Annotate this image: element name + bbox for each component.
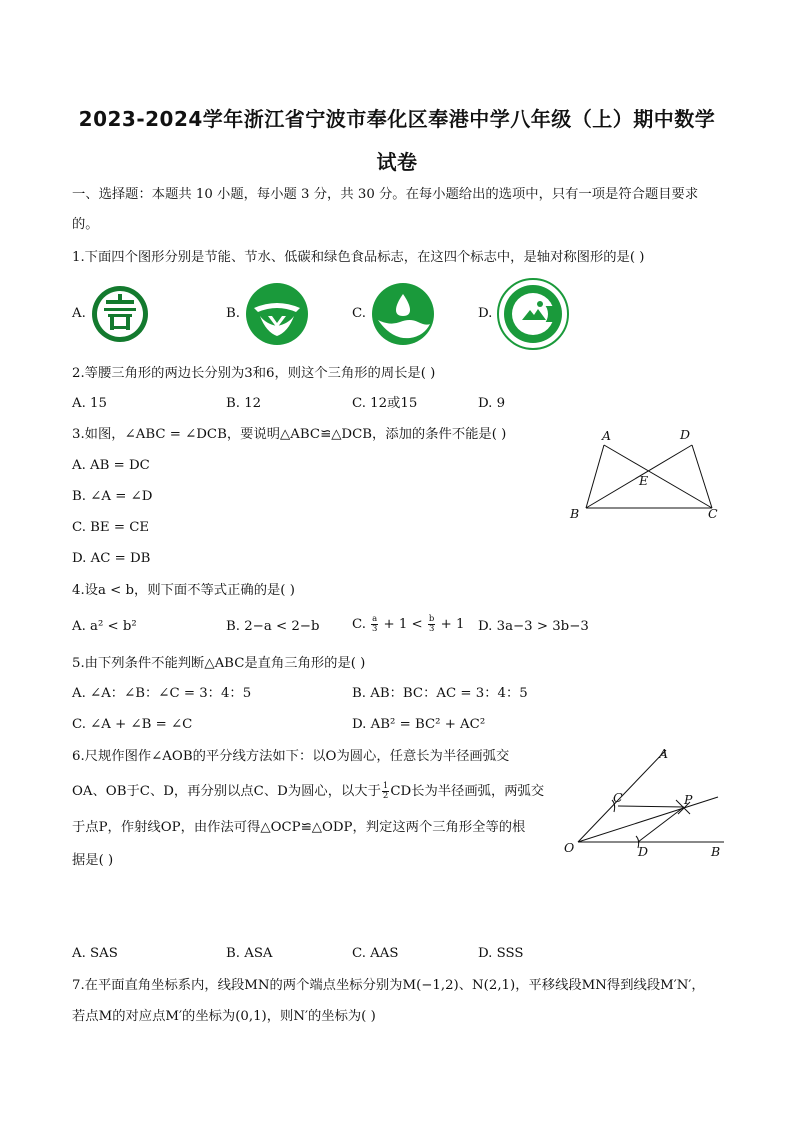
section-instructions-line2: 的。: [72, 217, 99, 232]
q4-stem: 4.设a < b，则下面不等式正确的是( ): [72, 583, 295, 598]
q4-frac-b-num: b: [428, 614, 435, 624]
q6-line2-start: OA、OB于C、D，再分别以点C、D为圆心，以大于: [72, 784, 381, 799]
q6-option-c: C. AAS: [352, 946, 399, 961]
q6-label-o: O: [564, 840, 575, 855]
energy-saving-logo-icon: [88, 284, 152, 344]
q6-frac-num: 1: [382, 781, 389, 791]
q3-stem: 3.如图，∠ABC = ∠DCB，要说明△ABC≌△DCB，添加的条件不能是( ): [72, 427, 507, 442]
exam-title-line1: 2023-2024学年浙江省宁波市奉化区奉港中学八年级（上）期中数学: [78, 107, 716, 131]
q1-option-b-label: B.: [226, 306, 240, 321]
q4-option-b: B. 2−a < 2−b: [226, 619, 320, 634]
q7-line2: 若点M的对应点M′的坐标为(0,1)，则N′的坐标为( ): [72, 1009, 376, 1024]
q6-fraction: [382, 782, 389, 801]
q4-frac-b-den: 3: [428, 624, 435, 634]
q3-option-b: B. ∠A = ∠D: [72, 489, 153, 504]
q3-option-a: A. AB = DC: [72, 458, 150, 473]
q2-option-b: B. 12: [226, 396, 262, 411]
q4-option-c-fraction-a: [371, 615, 378, 634]
q1-option-d-label: D.: [478, 306, 493, 321]
q6-label-p: P: [684, 792, 693, 807]
exam-title-line2: 试卷: [376, 150, 418, 174]
q6-line3: 于点P，作射线OP，由作法可得△OCP≌△ODP，判定这两个三角形全等的根: [72, 820, 526, 835]
q6-label-d: D: [638, 844, 649, 859]
q6-line4: 据是( ): [72, 853, 114, 868]
q6-figure: [556, 742, 732, 866]
q6-frac-den: 2: [382, 791, 389, 801]
q6-label-c: C: [613, 790, 623, 805]
q2-option-c: C. 12或15: [352, 396, 418, 411]
q3-figure: [560, 425, 730, 525]
q6-line1: 6.尺规作图作∠AOB的平分线方法如下：以O为圆心，任意长为半径画弧交: [72, 749, 510, 764]
q2-stem: 2.等腰三角形的两边长分别为3和6，则这个三角形的周长是( ): [72, 366, 436, 381]
q4-option-c-end: + 1: [440, 617, 465, 632]
q2-option-a: A. 15: [72, 396, 107, 411]
q1-stem: 1.下面四个图形分别是节能、节水、低碳和绿色食品标志，在这四个标志中，是轴对称图形的是( ): [72, 250, 645, 265]
q3-label-b: B: [570, 506, 580, 521]
green-food-logo-icon: [496, 278, 570, 350]
q4-option-a: A. a² < b²: [72, 619, 137, 634]
q3-label-a: A: [602, 428, 612, 443]
q1-option-c-label: C.: [352, 306, 366, 321]
q5-option-c: C. ∠A + ∠B = ∠C: [72, 717, 193, 732]
q6-label-b: B: [711, 844, 721, 859]
q3-option-d: D. AC = DB: [72, 551, 151, 566]
q4-frac-a-num: a: [372, 614, 378, 624]
q5-option-d: D. AB² = BC² + AC²: [352, 717, 486, 732]
q4-option-d: D. 3a−3 > 3b−3: [478, 619, 589, 634]
q2-option-d: D. 9: [478, 396, 506, 411]
q6-line2-end: CD长为半径画弧，两弧交: [390, 784, 545, 799]
q6-option-a: A. SAS: [72, 946, 118, 961]
q6-option-d: D. SSS: [478, 946, 524, 961]
q3-label-d: D: [680, 427, 691, 442]
q5-stem: 5.由下列条件不能判断△ABC是直角三角形的是( ): [72, 656, 366, 671]
q6-label-a: A: [659, 746, 669, 761]
q3-label-c: C: [708, 506, 718, 521]
q4-option-c-prefix: C.: [352, 617, 366, 632]
q7-line1: 7.在平面直角坐标系内，线段MN的两个端点坐标分别为M(−1,2)、N(2,1)，平移线段MN得到线段M′N′，: [72, 978, 705, 993]
section-instructions-line1: 一、选择题：本题共 10 小题，每小题 3 分，共 30 分。在每小题给出的选项中，只有一项是符合题目要求: [72, 187, 699, 202]
q3-label-e: E: [639, 473, 649, 488]
low-carbon-logo-icon: [370, 282, 436, 346]
q6-line2: [72, 778, 544, 806]
q4-option-c-fraction-b: [428, 615, 435, 634]
q4-option-c: [352, 611, 464, 639]
q6-option-b: B. ASA: [226, 946, 273, 961]
water-saving-logo-icon: [244, 282, 310, 346]
q1-option-a-label: A.: [72, 306, 86, 321]
q5-option-b: B. AB：BC：AC = 3：4：5: [352, 686, 528, 701]
q4-option-c-mid: + 1 <: [383, 617, 423, 632]
q5-option-a: A. ∠A：∠B：∠C = 3：4：5: [72, 686, 252, 701]
q4-frac-a-den: 3: [372, 624, 378, 634]
q3-option-c: C. BE = CE: [72, 520, 150, 535]
